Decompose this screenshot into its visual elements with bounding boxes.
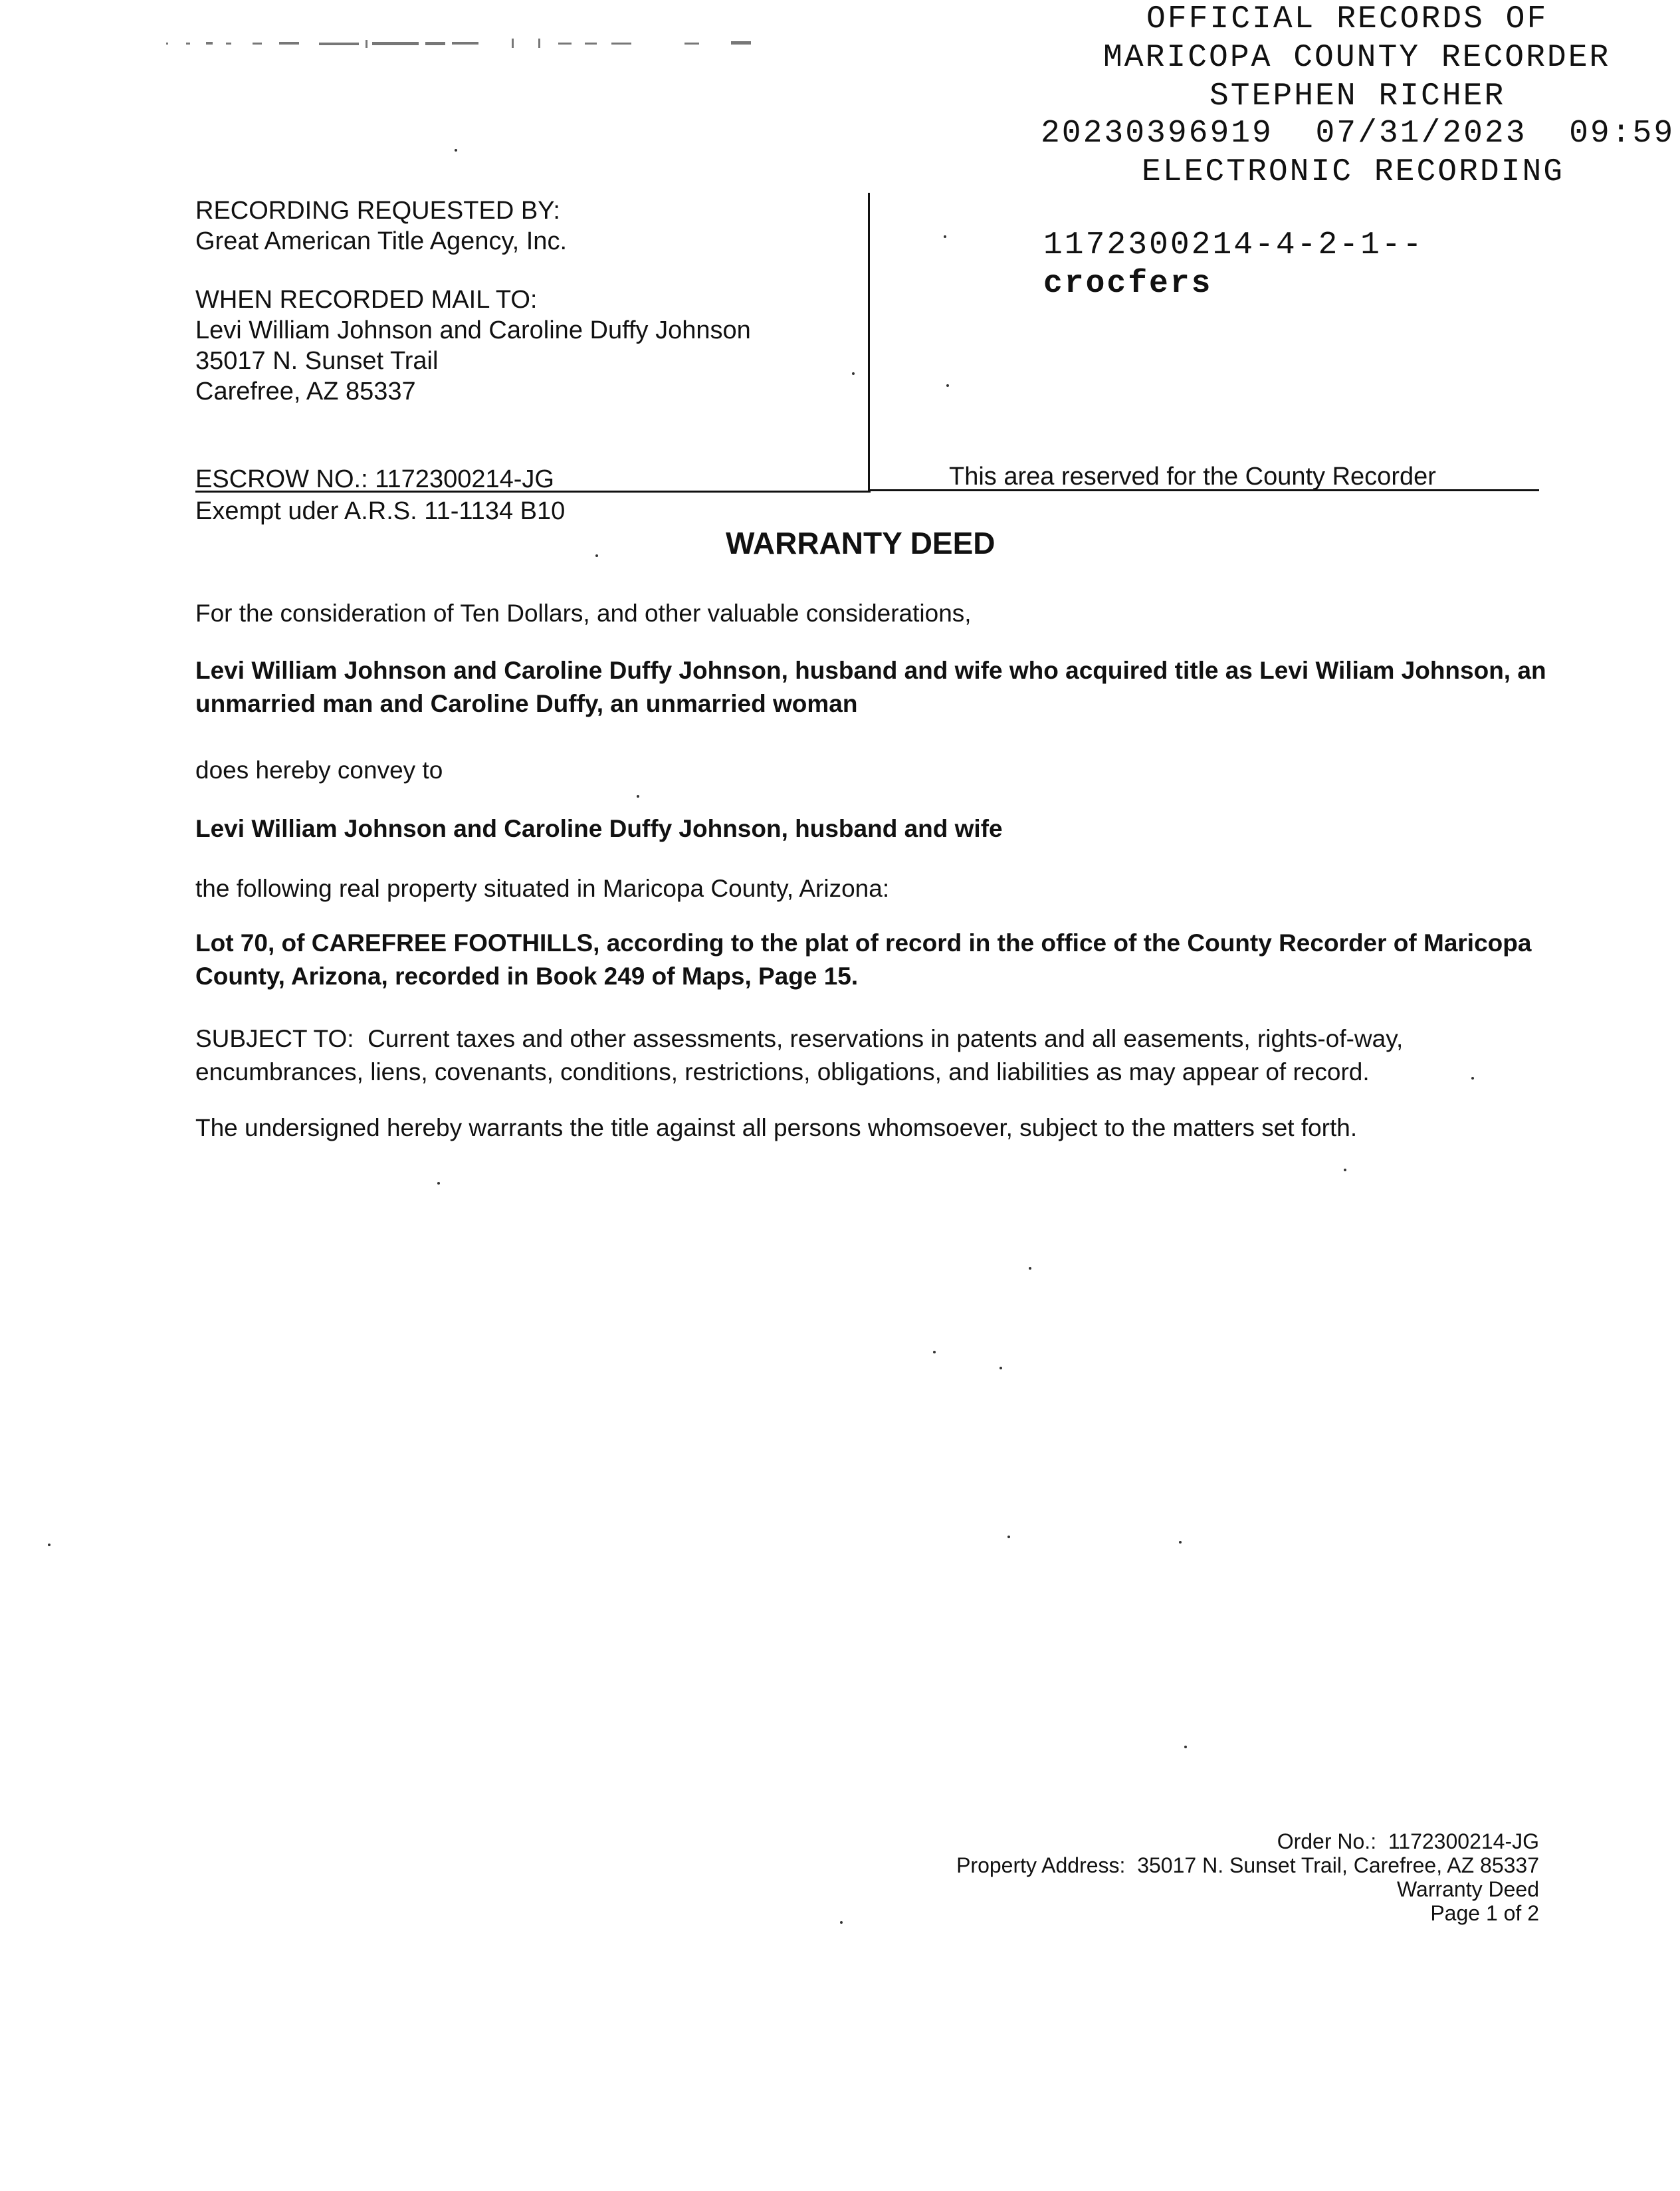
exemption-note: Exempt uder A.R.S. 11-1134 B10 [195, 497, 566, 525]
grantors-paragraph: Levi William Johnson and Caroline Duffy Johnson, husband and wife who acquired title as Levi Wiliam Johnson, an unmarried man and Caroline Duffy, an unmarried woman [195, 657, 1546, 717]
property-intro-paragraph: the following real property situated in Maricopa County, Arizona: [195, 875, 890, 902]
scan-speck [48, 1544, 51, 1546]
recorder-stamp-line: MARICOPA COUNTY RECORDER [1103, 40, 1611, 76]
scan-speck [1344, 1169, 1346, 1171]
recorder-stamp-line: OFFICIAL RECORDS OF [1146, 1, 1548, 37]
subject-to-paragraph: SUBJECT TO: Current taxes and other assessments, reservations in patents and all easements, rights-of-way, encumbrances, liens, covenants, conditions, restrictions, obligations, and liabilities as may appear of record. [195, 1025, 1410, 1086]
recorder-reserved-note: This area reserved for the County Recorder [949, 463, 1436, 491]
scan-speck [852, 372, 855, 375]
mail-to-street: 35017 N. Sunset Trail [195, 347, 439, 375]
scan-speck [944, 235, 946, 238]
footer-page-number: Page 1 of 2 [1430, 1901, 1539, 1925]
document-title: WARRANTY DEED [726, 526, 996, 560]
footer-order-number: Order No.: 1172300214-JG [1277, 1829, 1539, 1853]
scan-speck [933, 1351, 936, 1353]
scan-speck [1029, 1267, 1031, 1270]
footer-document-type: Warranty Deed [1397, 1877, 1539, 1901]
footer-property-address: Property Address: 35017 N. Sunset Trail, Carefree, AZ 85337 [956, 1853, 1539, 1877]
scan-speck [1007, 1536, 1010, 1538]
scan-speck [1184, 1746, 1187, 1748]
recording-number-date: 20230396919 07/31/2023 09:59 [1041, 116, 1675, 152]
consideration-paragraph: For the consideration of Ten Dollars, and other valuable considerations, [195, 600, 972, 627]
scan-speck [1471, 1077, 1474, 1080]
grantees-paragraph: Levi William Johnson and Caroline Duffy Johnson, husband and wife [195, 815, 1003, 842]
scan-speck [595, 554, 598, 557]
mail-to-label: WHEN RECORDED MAIL TO: [195, 286, 538, 314]
scan-speck [840, 1921, 843, 1924]
scan-speck [1179, 1541, 1182, 1544]
scan-speck [455, 149, 457, 152]
requested-by-label: RECORDING REQUESTED BY: [195, 197, 560, 225]
scan-speck [999, 1367, 1002, 1369]
order-code-user: crocfers [1043, 266, 1213, 302]
scan-speck [946, 384, 949, 387]
warranty-paragraph: The undersigned hereby warrants the title against all persons whomsoever, subject to the matters set forth. [195, 1114, 1358, 1141]
recorder-stamp-line: ELECTRONIC RECORDING [1142, 154, 1565, 190]
scan-speck [437, 1182, 440, 1185]
scan-noise [166, 36, 1030, 51]
convey-paragraph: does hereby convey to [195, 756, 443, 784]
escrow-number: ESCROW NO.: 1172300214-JG [195, 465, 554, 493]
recorder-stamp-line: STEPHEN RICHER [1209, 78, 1506, 114]
order-code: 1172300214-4-2-1-- [1043, 227, 1424, 263]
mail-to-name: Levi William Johnson and Caroline Duffy Johnson [195, 316, 751, 344]
mail-to-city: Carefree, AZ 85337 [195, 378, 416, 405]
requested-by-value: Great American Title Agency, Inc. [195, 227, 567, 255]
header-divider-vertical [868, 193, 870, 491]
scan-speck [637, 795, 639, 798]
legal-description: Lot 70, of CAREFREE FOOTHILLS, according to the plat of record in the office of the County Recorder of Maricopa County, Arizona, recorded in Book 249 of Maps, Page 15. [195, 929, 1532, 990]
